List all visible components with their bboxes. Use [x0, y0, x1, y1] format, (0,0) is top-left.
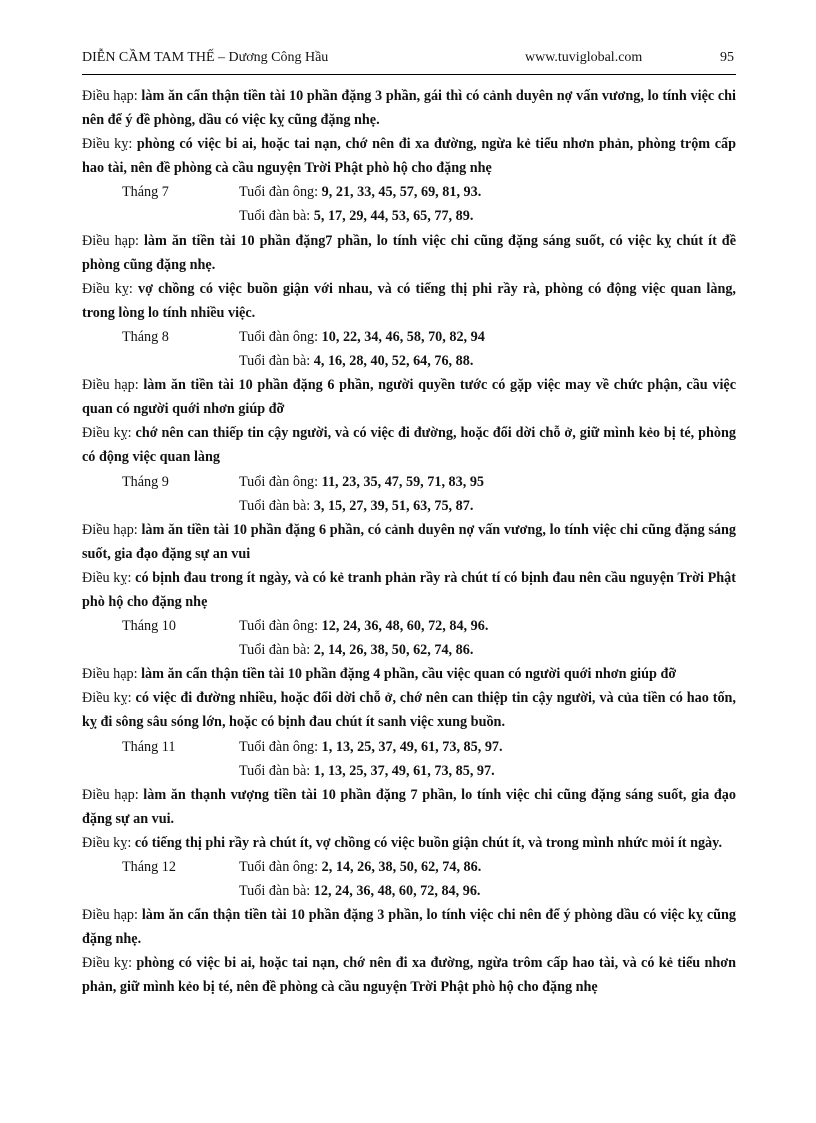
men-label: Tuổi đàn ông:: [239, 618, 319, 635]
month-row-men: [82, 735, 736, 759]
dieu-ky-text: có bịnh đau trong ít ngày, và có kẻ tranh phản rầy rà chút tí có bịnh đau nên cầu nguyện Trời Phật phò hộ cho đặng nhẹ: [82, 569, 737, 610]
dieu-hap-label: Điều hạp:: [82, 786, 139, 803]
page-header: [82, 50, 736, 75]
month-label: Tháng 11: [122, 738, 176, 755]
dieu-hap-text: làm ăn tiền tài 10 phần đặng 6 phần, có cảnh duyên nợ vấn vương, lo tính việc chi cũng đặng sáng suốt, gia đạo đặng sự an vui: [82, 521, 736, 562]
women-label: Tuổi đàn bà:: [239, 497, 311, 514]
month-label: Tháng 10: [122, 618, 176, 635]
men-ages: [239, 470, 484, 494]
month-label: Tháng 8: [122, 328, 169, 345]
page-content: [82, 84, 736, 1000]
dieu-ky-text: chớ nên can thiếp tin cậy người, và có việc đi đường, hoặc đổi dời chỗ ở, giữ mình kẻo bị té, phòng có động việc quan làng: [82, 425, 736, 466]
month-row-women: [82, 879, 736, 903]
dieu-ky-paragraph: [82, 831, 736, 855]
women-ages: [239, 349, 473, 373]
month-row-men: [82, 614, 736, 638]
intro-dieu-ky: [82, 132, 736, 180]
women-label: Tuổi đàn bà:: [239, 642, 311, 659]
men-label: Tuổi đàn ông:: [239, 184, 319, 201]
women-values: 12, 24, 36, 48, 60, 72, 84, 96.: [310, 883, 481, 900]
header-title: DIỄN CẦM TAM THẾ – Dương Công Hầu: [82, 50, 329, 65]
page-number: 95: [720, 50, 734, 65]
men-values: 9, 21, 33, 45, 57, 69, 81, 93.: [318, 184, 482, 201]
men-values: 10, 22, 34, 46, 58, 70, 82, 94: [318, 328, 485, 345]
men-ages: [239, 325, 485, 349]
month-row-men: [82, 855, 736, 879]
women-ages: [239, 638, 473, 662]
dieu-hap-text: làm ăn tiền tài 10 phần đặng7 phần, lo tính việc chi cũng đặng sáng suốt, có việc kỵ chút ít đề phòng cũng đặng nhẹ.: [82, 232, 736, 273]
dieu-ky-label: Điều kỵ:: [82, 425, 132, 442]
dieu-ky-label: Điều kỵ:: [82, 834, 132, 851]
dieu-ky-paragraph: [82, 277, 736, 325]
intro-dieu-hap: [82, 84, 736, 132]
dieu-hap-label: Điều hạp:: [82, 666, 138, 683]
dieu-ky-label: Điều kỵ:: [82, 280, 133, 297]
dieu-hap-text: làm ăn thạnh vượng tiền tài 10 phần đặng 7 phần, lo tính việc chi cũng đặng sáng suốt, gia đạo đặng sự an vui.: [82, 786, 736, 827]
women-label: Tuổi đàn bà:: [239, 353, 311, 370]
women-values: 4, 16, 28, 40, 52, 64, 76, 88.: [310, 353, 474, 370]
dieu-hap-paragraph: [82, 518, 736, 566]
men-label: Tuổi đàn ông:: [239, 328, 319, 345]
women-ages: [239, 759, 495, 783]
dieu-ky-label: Điều kỵ:: [82, 136, 133, 153]
month-row-men: [82, 325, 736, 349]
men-values: 2, 14, 26, 38, 50, 62, 74, 86.: [318, 859, 482, 875]
dieu-ky-paragraph: [82, 421, 736, 469]
women-ages: [239, 879, 480, 903]
men-values: 1, 13, 25, 37, 49, 61, 73, 85, 97.: [318, 738, 503, 755]
dieu-ky-paragraph: [82, 951, 736, 999]
women-values: 2, 14, 26, 38, 50, 62, 74, 86.: [310, 642, 474, 659]
men-ages: [239, 180, 481, 204]
men-label: Tuổi đàn ông:: [239, 473, 319, 490]
dieu-hap-text: làm ăn cẩn thận tiền tài 10 phần đặng 4 phần, cầu việc quan có người quới nhơn giúp đỡ: [137, 666, 677, 683]
dieu-ky-text: vợ chồng có việc buồn giận với nhau, và có tiếng thị phi rầy rà, phòng có động việc quan làng, trong lòng lo tính nhiều việc.: [82, 280, 736, 321]
women-values: 1, 13, 25, 37, 49, 61, 73, 85, 97.: [310, 762, 495, 779]
dieu-ky-label: Điều kỵ:: [82, 690, 132, 707]
month-label: Tháng 9: [122, 473, 169, 490]
month-row-men: [82, 180, 736, 204]
women-values: 5, 17, 29, 44, 53, 65, 77, 89.: [310, 208, 474, 225]
dieu-hap-text: làm ăn cẩn thận tiền tài 10 phần đặng 3 phần, lo tính việc chi nên để ý phòng dầu có việc kỵ cũng đặng nhẹ.: [82, 907, 736, 948]
dieu-hap-paragraph: [82, 229, 736, 277]
women-ages: [239, 494, 473, 518]
dieu-hap-text: làm ăn cẩn thận tiền tài 10 phần đặng 3 phần, gái thì có cảnh duyên nợ vấn vương, lo tính việc chi nên để ý đề phòng, dầu có việc kỵ cũng đặng nhẹ.: [82, 88, 736, 129]
dieu-hap-label: Điều hạp:: [82, 88, 138, 104]
women-values: 3, 15, 27, 39, 51, 63, 75, 87.: [310, 497, 474, 514]
men-ages: [239, 614, 488, 638]
dieu-hap-paragraph: [82, 373, 736, 421]
month-label: Tháng 7: [122, 184, 169, 201]
dieu-ky-text: phòng có việc bi ai, hoặc tai nạn, chớ nên đi xa đường, ngừa kẻ tiểu nhơn phản, phòng trộm cấp hao tài, nên đề phòng cà cầu nguyện Trời Phật phò hộ cho đặng nhẹ: [82, 136, 736, 177]
month-row-men: [82, 470, 736, 494]
men-ages: [239, 735, 503, 759]
month-row-women: [82, 759, 736, 783]
women-ages: [239, 204, 473, 228]
header-website: www.tuviglobal.com: [525, 50, 643, 65]
month-row-women: [82, 204, 736, 228]
dieu-ky-paragraph: [82, 686, 736, 734]
women-label: Tuổi đàn bà:: [239, 883, 311, 900]
men-label: Tuổi đàn ông:: [239, 738, 319, 755]
dieu-hap-label: Điều hạp:: [82, 907, 138, 924]
men-values: 12, 24, 36, 48, 60, 72, 84, 96.: [318, 618, 489, 635]
dieu-ky-paragraph: [82, 566, 736, 614]
month-row-women: [82, 638, 736, 662]
month-row-women: [82, 349, 736, 373]
dieu-hap-label: Điều hạp:: [82, 377, 139, 394]
dieu-hap-paragraph: [82, 783, 736, 831]
dieu-ky-label: Điều kỵ:: [82, 955, 133, 972]
dieu-ky-text: phòng có việc bi ai, hoặc tai nạn, chớ nên đi xa đường, ngừa trôm cấp hao tài, và có kẻ tiểu nhơn phản, giữ mình kẻo bị té, nên đề phòng cà cầu nguyện Trời Phật phò hộ cho đặng nhẹ: [82, 955, 736, 996]
month-row-women: [82, 494, 736, 518]
dieu-ky-label: Điều kỵ:: [82, 569, 132, 586]
month-label: Tháng 12: [122, 859, 176, 875]
dieu-hap-paragraph: [82, 662, 736, 686]
dieu-hap-label: Điều hạp:: [82, 232, 139, 249]
men-values: 11, 23, 35, 47, 59, 71, 83, 95: [318, 473, 485, 490]
dieu-hap-text: làm ăn tiền tài 10 phần đặng 6 phần, người quyền tước có gặp việc may về chức phận, cầu việc quan có người quới nhơn giúp đỡ: [82, 377, 736, 418]
men-ages: [239, 855, 481, 879]
dieu-ky-text: có tiếng thị phi rầy rà chút ít, vợ chồng có việc buồn giận chút ít, và trong mình nhức mỏi ít ngày.: [131, 834, 723, 851]
men-label: Tuổi đàn ông:: [239, 859, 319, 875]
dieu-hap-label: Điều hạp:: [82, 521, 138, 538]
women-label: Tuổi đàn bà:: [239, 762, 311, 779]
women-label: Tuổi đàn bà:: [239, 208, 311, 225]
dieu-ky-text: có việc đi đường nhiều, hoặc đổi dời chỗ ở, chớ nên can thiệp tin cậy người, và của tiền có hao tốn, kỵ đi sông sâu sóng lớn, hoặc có bịnh đau chút ít sanh việc xung buồn.: [82, 690, 736, 731]
dieu-hap-paragraph: [82, 903, 736, 951]
